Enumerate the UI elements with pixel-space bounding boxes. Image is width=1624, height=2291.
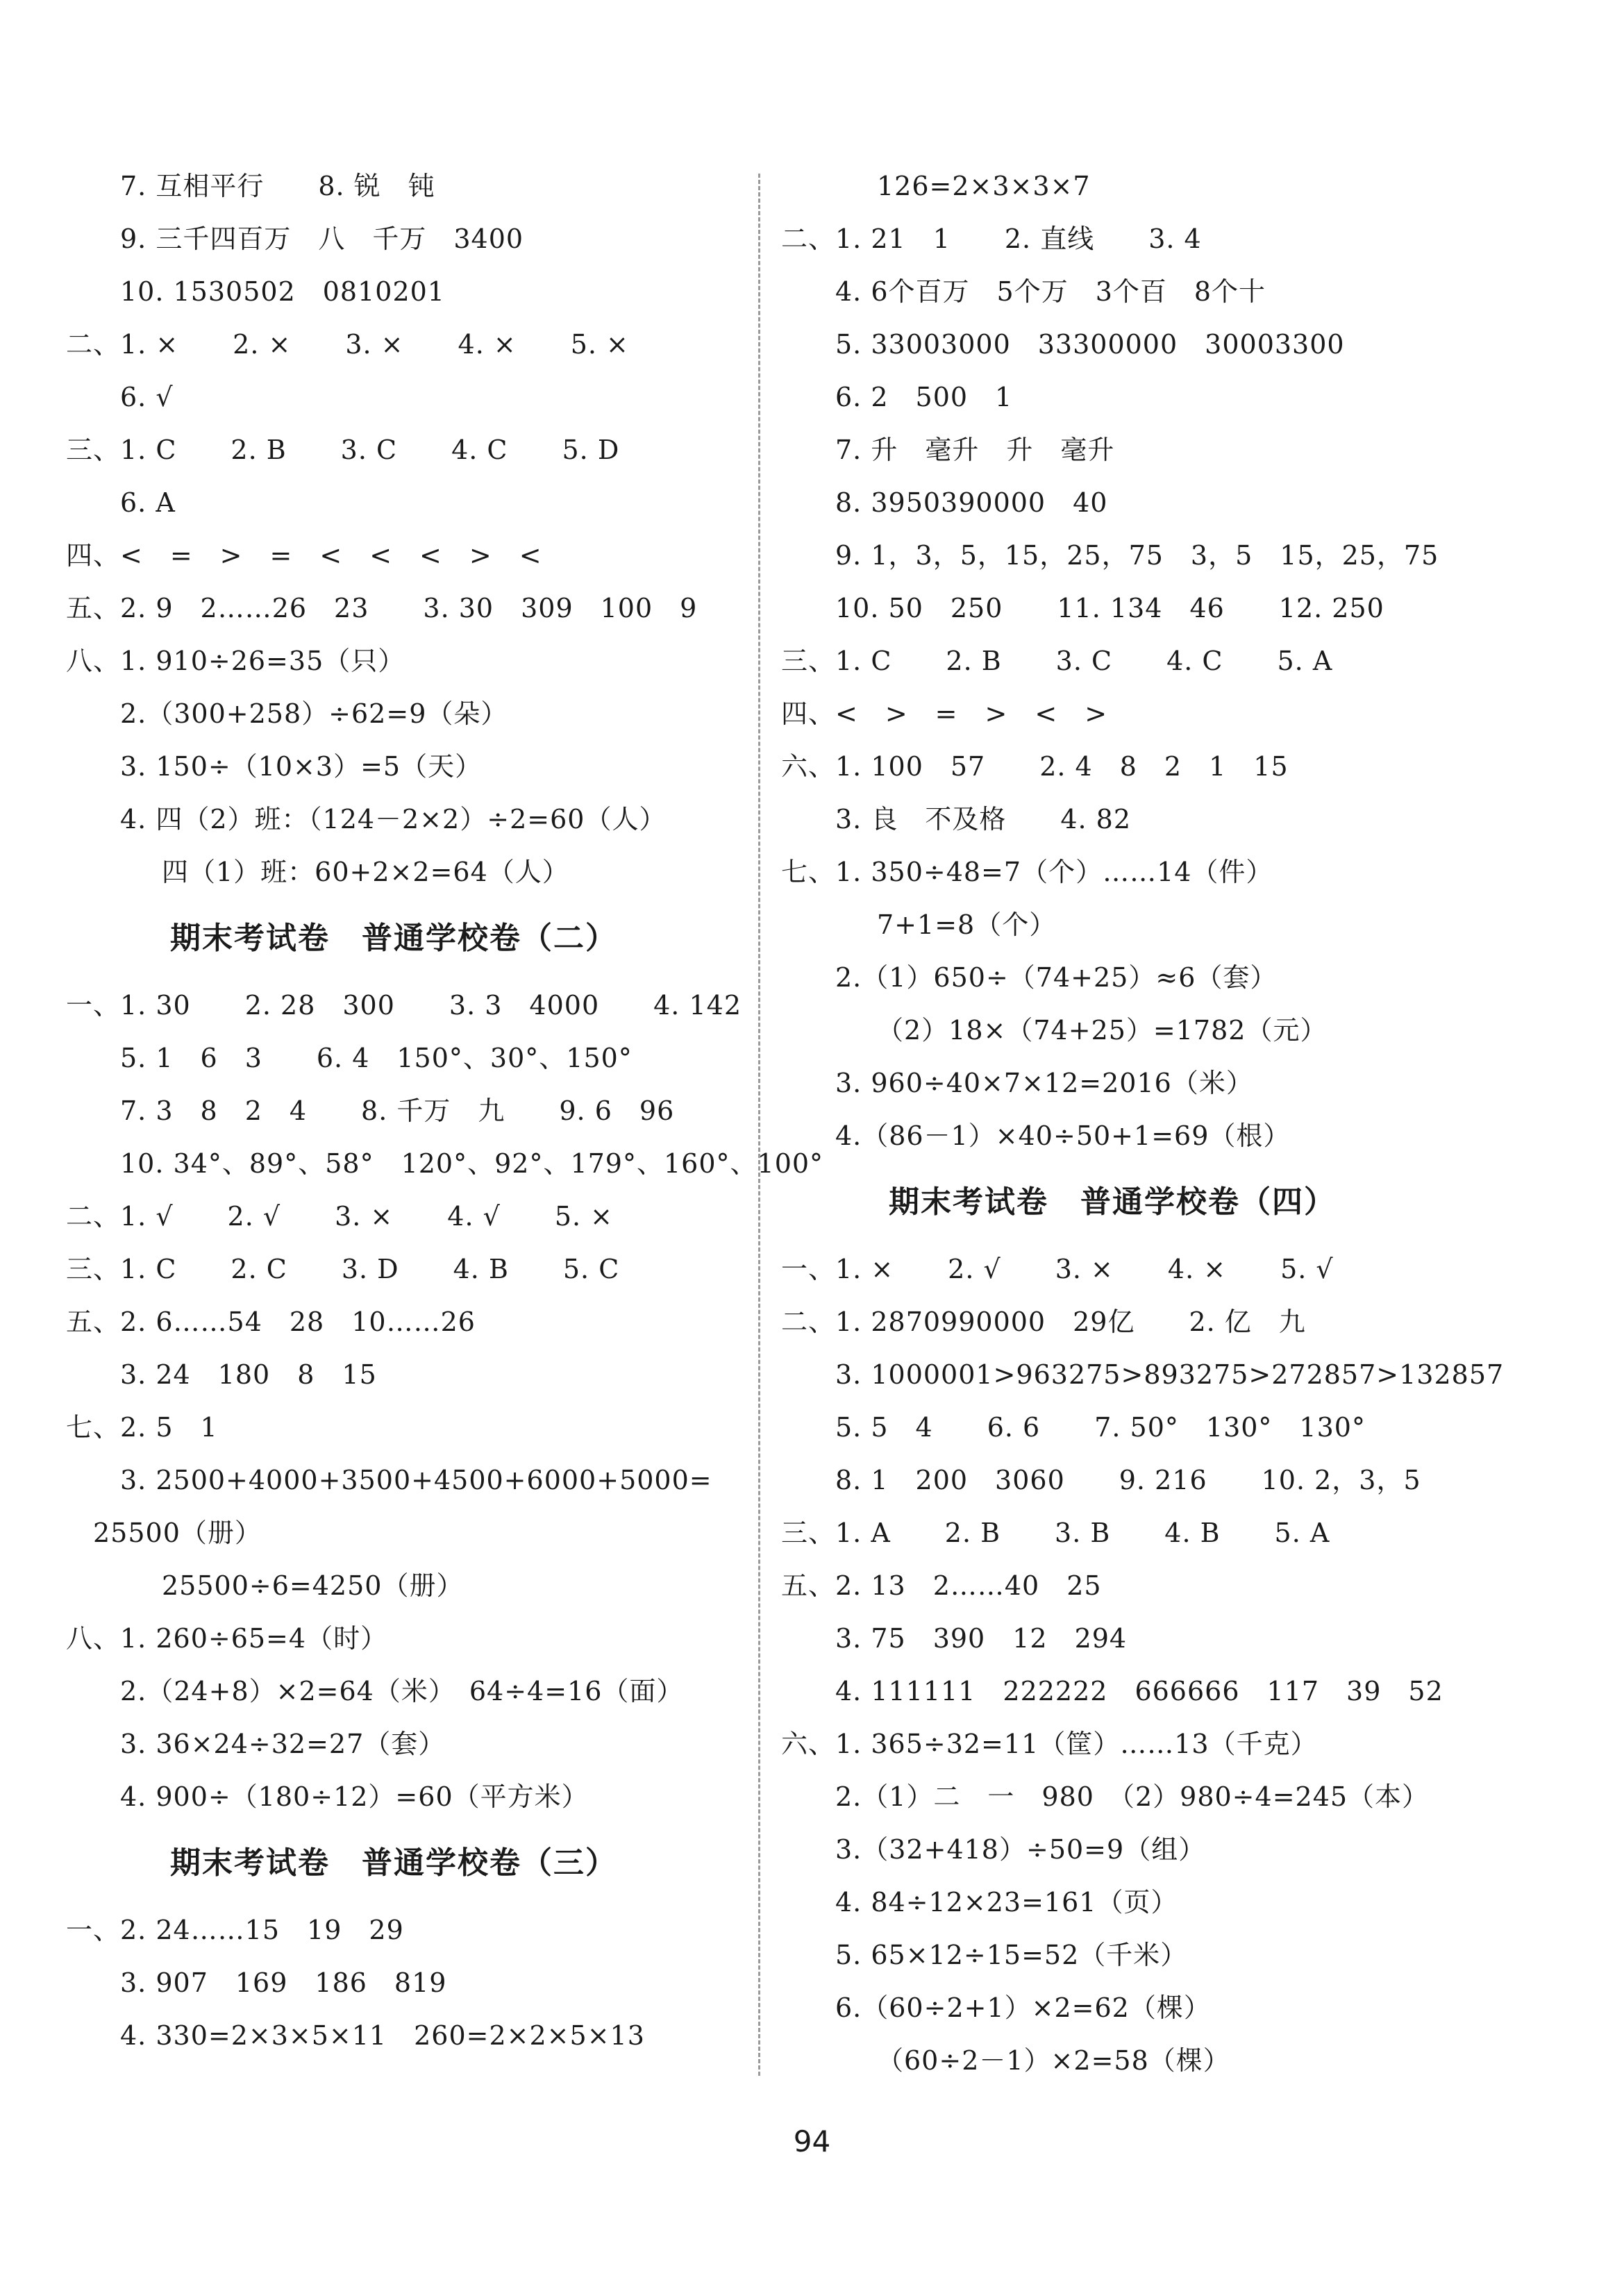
answer-line: 八、1. 910÷26=35（只） bbox=[66, 646, 405, 676]
answer-line: 4. 900÷（180÷12）=60（平方米） bbox=[120, 1781, 589, 1812]
page-number: 94 bbox=[793, 2124, 831, 2158]
answer-line: 9. 三千四百万 八 千万 3400 bbox=[120, 224, 524, 254]
answer-line: 3. 960÷40×7×12=2016（米） bbox=[835, 1068, 1253, 1098]
answer-line: 9. 1，3，5，15，25，75 3，5 15，25，75 bbox=[835, 540, 1439, 571]
answer-line: 4. 6个百万 5个万 3个百 8个十 bbox=[835, 276, 1266, 307]
answer-line: 3.（32+418）÷50=9（组） bbox=[835, 1834, 1206, 1865]
answer-line: 10. 50 250 11. 134 46 12. 250 bbox=[835, 593, 1384, 623]
answer-line: 7. 3 8 2 4 8. 千万 九 9. 6 96 bbox=[120, 1096, 675, 1126]
answer-line: 4. 111111 222222 666666 117 39 52 bbox=[835, 1676, 1443, 1706]
answer-line: 10. 1530502 0810201 bbox=[120, 276, 445, 307]
answer-line: 三、1. C 2. C 3. D 4. B 5. C bbox=[66, 1254, 620, 1284]
answer-line: 7. 升 毫升 升 毫升 bbox=[835, 435, 1115, 465]
answer-line: 五、2. 6……54 28 10……26 bbox=[66, 1307, 476, 1337]
answer-column-left bbox=[66, 160, 824, 2062]
answer-line: 六、1. 100 57 2. 4 8 2 1 15 bbox=[781, 751, 1289, 782]
answer-line: 6. A bbox=[120, 487, 176, 518]
answer-line: 3. 24 180 8 15 bbox=[120, 1359, 377, 1390]
answer-line: 10. 34°、89°、58° 120°、92°、179°、160°、100° bbox=[120, 1148, 824, 1179]
answer-line: 5. 33003000 33300000 30003300 bbox=[835, 329, 1345, 360]
answer-line: 五、2. 9 2……26 23 3. 30 309 100 9 bbox=[66, 593, 698, 623]
answer-line: 3. 1000001>963275>893275>272857>132857 bbox=[835, 1359, 1505, 1390]
answer-line: 三、1. C 2. B 3. C 4. C 5. A bbox=[781, 646, 1333, 676]
answer-line: 四、< > = > < > bbox=[781, 698, 1108, 729]
answer-line: 8. 1 200 3060 9. 216 10. 2，3，5 bbox=[835, 1465, 1421, 1495]
answer-line: 3. 36×24÷32=27（套） bbox=[120, 1729, 446, 1759]
answer-line: 3. 2500+4000+3500+4500+6000+5000= bbox=[120, 1465, 712, 1495]
section-heading: 期末考试卷 普通学校卷（三） bbox=[170, 1845, 617, 1881]
section-heading: 期末考试卷 普通学校卷（四） bbox=[889, 1184, 1336, 1220]
answer-line: 126=2×3×3×7 bbox=[877, 171, 1091, 201]
answer-line: 3. 75 390 12 294 bbox=[835, 1623, 1128, 1654]
answer-line: 4.（86－1）×40÷50+1=69（根） bbox=[835, 1121, 1291, 1151]
answer-line: 6. √ bbox=[120, 382, 174, 412]
answer-line: 7. 互相平行 8. 锐 钝 bbox=[120, 171, 435, 201]
answer-line: 2.（1）650÷（74+25）≈6（套） bbox=[835, 962, 1278, 993]
answer-line: 一、2. 24……15 19 29 bbox=[66, 1915, 404, 1945]
answer-line: 三、1. A 2. B 3. B 4. B 5. A bbox=[781, 1518, 1330, 1548]
answer-line: 3. 良 不及格 4. 82 bbox=[835, 804, 1132, 834]
answer-line: 一、1. × 2. √ 3. × 4. × 5. √ bbox=[781, 1254, 1334, 1284]
answer-line: 25500（册） bbox=[66, 1518, 262, 1548]
answer-line: 二、1. 21 1 2. 直线 3. 4 bbox=[781, 224, 1202, 254]
answer-line: 2.（1）二 一 980 （2）980÷4=245（本） bbox=[835, 1781, 1430, 1812]
answer-line: 3. 907 169 186 819 bbox=[120, 1967, 447, 1998]
answer-line: 二、1. × 2. × 3. × 4. × 5. × bbox=[66, 329, 629, 360]
answer-line: （60÷2－1）×2=58（棵） bbox=[877, 2045, 1230, 2076]
answer-line: 四、< = > = < < < > < bbox=[66, 540, 542, 571]
answer-line: 8. 3950390000 40 bbox=[835, 487, 1108, 518]
answer-line: 2.（24+8）×2=64（米） 64÷4=16（面） bbox=[120, 1676, 684, 1706]
answer-line: 5. 65×12÷15=52（千米） bbox=[835, 1940, 1188, 1970]
answer-line: 6. 2 500 1 bbox=[835, 382, 1013, 412]
answer-line: 3. 150÷（10×3）=5（天） bbox=[120, 751, 483, 782]
section-heading: 期末考试卷 普通学校卷（二） bbox=[170, 921, 617, 956]
answer-line: 5. 5 4 6. 6 7. 50° 130° 130° bbox=[835, 1412, 1366, 1443]
answer-line: 5. 1 6 3 6. 4 150°、30°、150° bbox=[120, 1043, 633, 1073]
answer-line: 4. 四（2）班：（124－2×2）÷2=60（人） bbox=[120, 804, 667, 834]
answer-line: 六、1. 365÷32=11（筐）……13（千克） bbox=[781, 1729, 1318, 1759]
answer-line: 四（1）班：60+2×2=64（人） bbox=[162, 857, 569, 887]
answer-line: 6.（60÷2+1）×2=62（棵） bbox=[835, 1992, 1211, 2023]
answer-column-right bbox=[781, 160, 1580, 2087]
answer-line: （2）18×（74+25）=1782（元） bbox=[877, 1015, 1328, 1046]
answer-line: 4. 84÷12×23=161（页） bbox=[835, 1887, 1178, 1917]
answer-line: 一、1. 30 2. 28 300 3. 3 4000 4. 142 bbox=[66, 990, 742, 1021]
answer-line: 三、1. C 2. B 3. C 4. C 5. D bbox=[66, 435, 620, 465]
answer-line: 二、1. 2870990000 29亿 2. 亿 九 bbox=[781, 1307, 1306, 1337]
answer-line: 七、2. 5 1 bbox=[66, 1412, 218, 1443]
answer-line: 七、1. 350÷48=7（个）……14（件） bbox=[781, 857, 1273, 887]
column-divider bbox=[758, 174, 760, 2076]
answer-line: 25500÷6=4250（册） bbox=[162, 1570, 464, 1601]
answer-line: 五、2. 13 2……40 25 bbox=[781, 1570, 1102, 1601]
answer-line: 2.（300+258）÷62=9（朵） bbox=[120, 698, 508, 729]
answer-line: 二、1. √ 2. √ 3. × 4. √ 5. × bbox=[66, 1201, 613, 1232]
answer-line: 7+1=8（个） bbox=[877, 909, 1057, 940]
answer-line: 4. 330=2×3×5×11 260=2×2×5×13 bbox=[120, 2020, 645, 2051]
answer-line: 八、1. 260÷65=4（时） bbox=[66, 1623, 388, 1654]
